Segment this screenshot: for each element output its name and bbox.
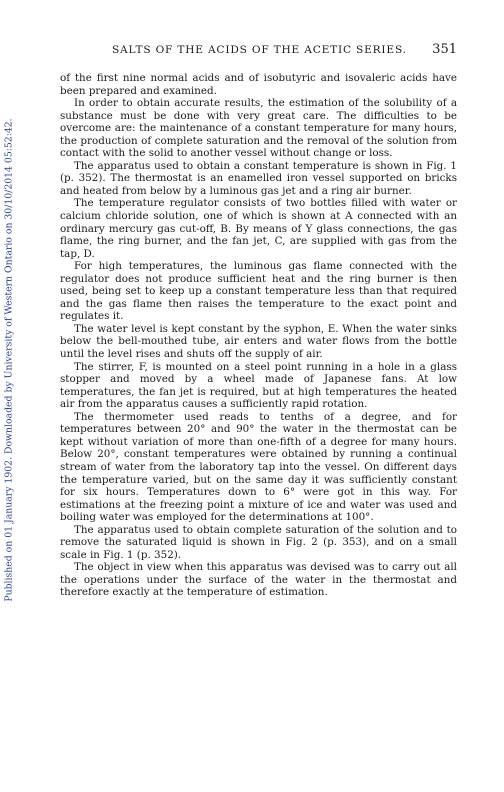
page-number: 351 xyxy=(432,42,457,57)
body-text xyxy=(60,72,457,599)
provenance-sidebar xyxy=(2,60,16,660)
running-title: SALTS OF THE ACIDS OF THE ACETIC SERIES. xyxy=(112,44,407,56)
paragraph-8: The thermometer used reads to tenths of a degree, and for temperatures between 20° and 90° the water in the thermostat can be kept without variation of more than one-fifth of a degree for many hours. Below 20°, constant temperatures were obtained by running a continual stream of water from the laboratory tap into the vessel. On different days the temperature varied, but on the same day it was sufficiently constant for six hours. Temperatures down to 6° were got in this way. For estimations at the freezing point a mixture of ice and water was used and boiling water was employed for the determinations at 100°. xyxy=(60,410,457,524)
paragraph-7: The stirrer, F, is mounted on a steel point running in a hole in a glass stopper and moved by a wheel made of Japanese fans. At low temperatures, the fan jet is required, but at high temperatures the heated air from the apparatus causes a sufficiently rapid rotation. xyxy=(60,360,457,411)
page-header xyxy=(60,44,457,60)
paragraph-10: The object in view when this apparatus was devised was to carry out all the operations under the surface of the water in the thermostat and therefore exactly at the temperature of estimation. xyxy=(60,561,457,599)
paragraph-9: The apparatus used to obtain complete saturation of the solution and to remove the saturated liquid is shown in Fig. 2 (p. 353), and on a small scale in Fig. 1 (p. 352). xyxy=(60,523,457,561)
paragraph-1: of the first nine normal acids and of isobutyric and isovaleric acids have been prepared and examined. xyxy=(60,72,457,97)
paragraph-5: For high temperatures, the luminous gas flame connected with the regulator does not produce sufficient heat and the ring burner is then used, being set to keep up a constant temperature less than that required and the gas flame then raises the temperature to the exact point and regulates it. xyxy=(60,260,457,323)
paragraph-2: In order to obtain accurate results, the estimation of the solubility of a substance must be done with very great care. The difficulties to be overcome are: the maintenance of a constant temperature for many hours, the production of complete saturation and the removal of the solution from contact with the solid to another vessel without change or loss. xyxy=(60,97,457,160)
paragraph-3: The apparatus used to obtain a constant temperature is shown in Fig. 1 (p. 352). The thermostat is an enamelled iron vessel supported on bricks and heated from below by a luminous gas jet and a ring air burner. xyxy=(60,159,457,197)
paragraph-6: The water level is kept constant by the syphon, E. When the water sinks below the bell-mouthed tube, air enters and water flows from the bottle until the level rises and shuts off the supply of air. xyxy=(60,322,457,361)
paragraph-4: The temperature regulator consists of two bottles filled with water or calcium chloride solution, one of which is shown at A connected with an ordinary mercury gas cut-off, B. By means of Y glass connections, the gas flame, the ring burner, and the fan jet, C, are supplied with gas from the tap, D. xyxy=(60,197,457,260)
provenance-text: Published on 01 January 1902. Downloaded by University of Western Ontario on 30/10/2014 05:52:42. xyxy=(3,118,15,602)
